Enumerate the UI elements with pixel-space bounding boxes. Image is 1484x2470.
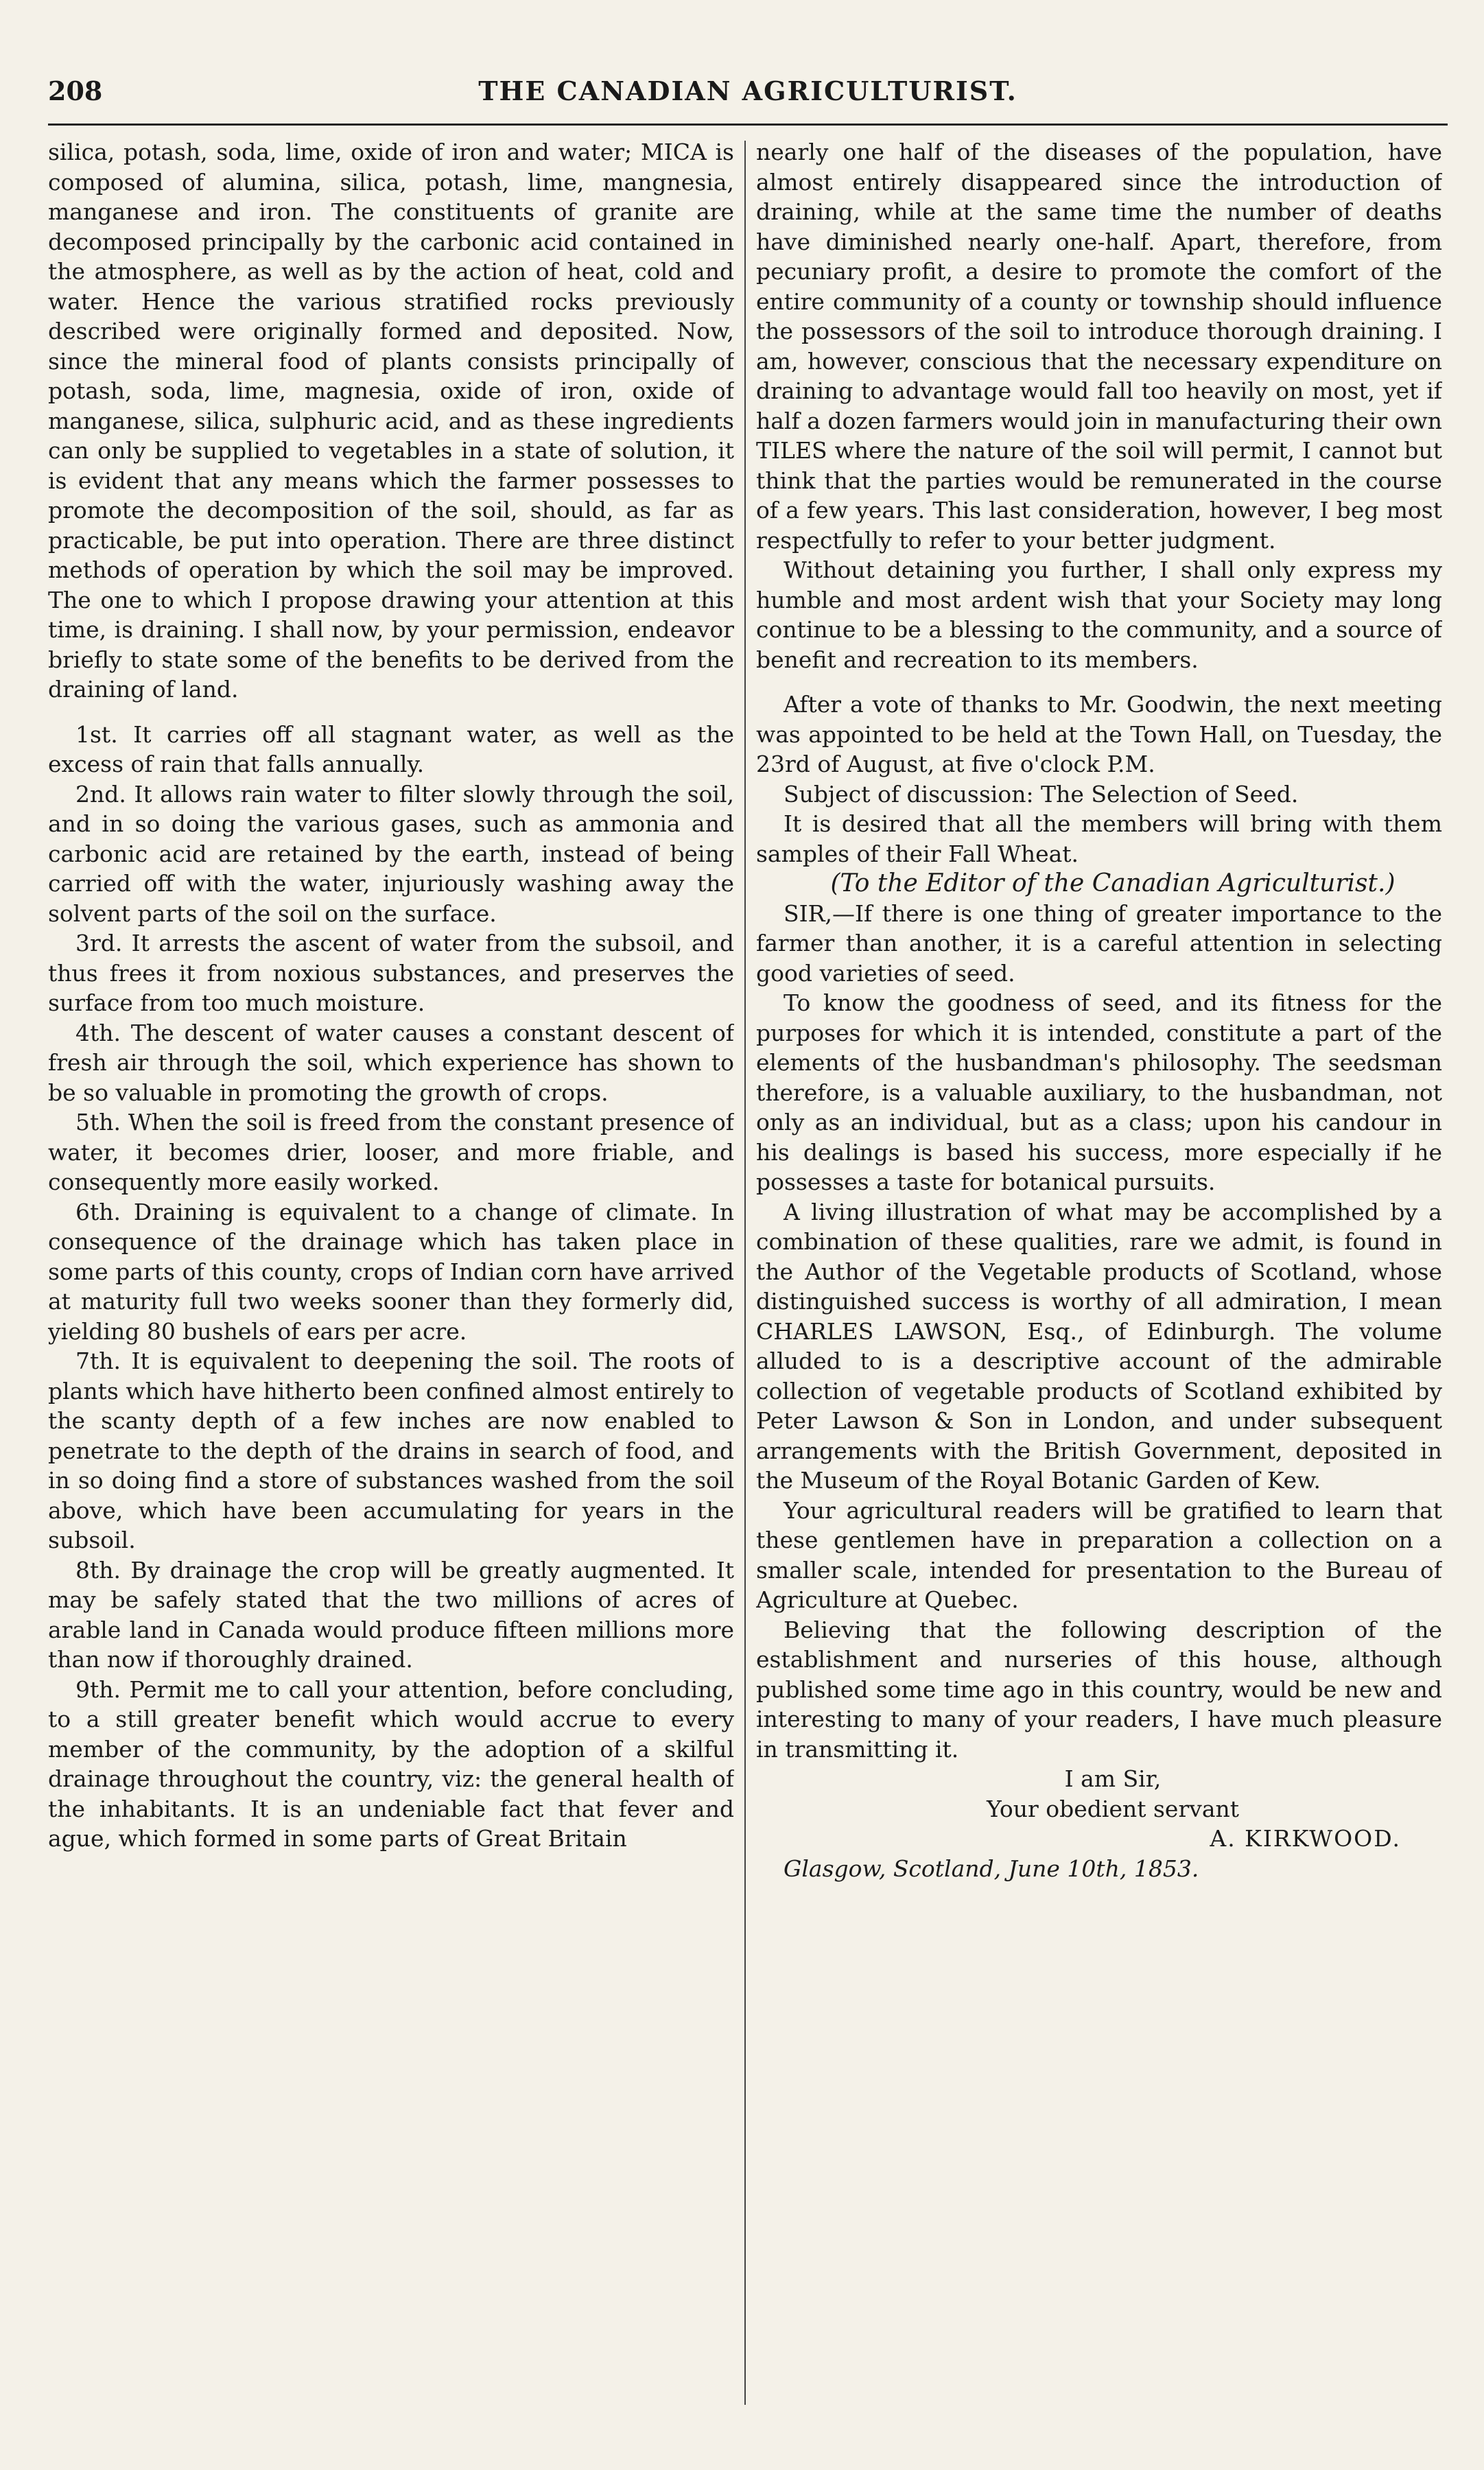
left-column [48,137,734,2429]
discussion-subject: Subject of discussion: The Selection of Seed. [784,780,1299,808]
column-divider [744,141,746,2405]
paragraph: After a vote of thanks to Mr. Goodwin, the next meeting was appointed to be held at the Town Hall, on Tuesday, the 23rd of August, at five o'clock P.M. [756,691,1442,777]
benefit-8th: 8th. By drainage the crop will be greatly augmented. It may be safely stated that the two millions of acres of arable land in Canada would produce fifteen millions more than now if thoroughly drained. [48,1556,734,1673]
closing-line: I am Sir, [1064,1765,1162,1792]
page-header [48,75,1448,124]
benefit-5th: 5th. When the soil is freed from the constant presence of water, it becomes drier, looser, and more friable, and consequently more easily worked. [48,1109,734,1195]
paragraph: silica, potash, soda, lime, oxide of iron and water; MICA is composed of alumina, silica, potash, lime, mangnesia, manganese and iron. The constituents of granite are decomposed principally by the carbonic acid contained in the atmosphere, as well as by the action of heat, cold and water. Hence the various stratified rocks previously described were originally formed and deposited. Now, since the mineral food of plants consists principally of potash, soda, lime, magnesia, oxide of iron, oxide of manganese, silica, sulphuric acid, and as these ingredients can only be supplied to vegetables in a state of solution, it is evident that any means which the farmer possesses to promote the decomposition of the soil, should, as far as practicable, be put into operation. There are three distinct methods of operation by which the soil may be improved. The one to which I propose drawing your attention at this time, is draining. I shall now, by your permission, endeavor briefly to state some of the benefits to be derived from the draining of land. [48,139,734,703]
closing-line: Your obedient servant [986,1795,1240,1822]
letter-paragraph: SIR,—If there is one thing of greater importance to the farmer than another, it is a careful attention in selecting good varieties of seed. [756,899,1442,987]
letter-paragraph: A living illustration of what may be accomplished by a combination of these qualities, rare we admit, is found in the Author of the Vegetable products of Scotland, whose distinguished success is worthy of all admiration, I mean CHARLES LAWSON, Esq., of Edinburgh. The volume alluded to is a descriptive account of the admirable collection of vegetable products of Scotland exhibited by Peter Lawson & Son in London, and under subsequent arrangements with the British Government, deposited in the Museum of the Royal Botanic Garden of Kew. [756,1198,1442,1494]
right-column [756,137,1442,2429]
letter-paragraph: Believing that the following description of the establishment and nurseries of this house, although published some time ago in this country, would be new and interesting to many of your readers, I have much pleasure in transmitting it. [756,1616,1442,1763]
letter-paragraph: To know the goodness of seed, and its fitness for the purposes for which it is intended, constitute a part of the elements of the husbandman's philosophy. The seedsman therefore, is a valuable auxiliary, to the husbandman, not only as an individual, but as a class; upon his candour in his dealings is based his success, more especially if he possesses a taste for botanical pursuits. [756,989,1442,1195]
benefit-1st: 1st. It carries off all stagnant water, as well as the excess of rain that falls annually. [48,720,734,777]
paragraph: It is desired that all the members will bring with them samples of their Fall Wheat. [756,810,1442,867]
header-rule [48,124,1448,126]
dateline: Glasgow, Scotland, June 10th, 1853. [784,1855,1199,1882]
benefit-3rd: 3rd. It arrests the ascent of water from the subsoil, and thus frees it from noxious substances, and preserves the surface from too much moisture. [48,930,734,1016]
letter-heading: (To the Editor of the Canadian Agriculturist.) [830,869,1395,897]
benefit-7th: 7th. It is equivalent to deepening the soil. The roots of plants which have hitherto been confined almost entirely to the scanty depth of a few inches are now enabled to penetrate to the depth of the drains in search of food, and in so doing find a store of substances washed from the soil above, which have been accumulating for years in the subsoil. [48,1348,734,1553]
paragraph: Without detaining you further, I shall only express my humble and most ardent wish that your Society may long continue to be a blessing to the community, and a source of benefit and recreation to its members. [756,556,1442,673]
benefit-4th: 4th. The descent of water causes a constant descent of fresh air through the soil, which experience has shown to be so valuable in promoting the growth of crops. [48,1019,734,1106]
page-number: 208 [48,75,103,106]
benefit-2nd: 2nd. It allows rain water to filter slowly through the soil, and in so doing the various gases, such as ammonia and carbonic acid are retained by the earth, instead of being carried off with the water, injuriously washing away the solvent parts of the soil on the surface. [48,780,734,927]
running-title: THE CANADIAN AGRICULTURIST. [478,75,1017,106]
letter-paragraph: Your agricultural readers will be gratified to learn that these gentlemen have in preparation a collection on a smaller scale, intended for presentation to the Bureau of Agriculture at Quebec. [756,1496,1442,1613]
benefit-9th: 9th. Permit me to call your attention, before concluding, to a still greater benefit which would accrue to every member of the community, by the adoption of a skilful drainage throughout the country, viz: the general health of the inhabitants. It is an undeniable fact that fever and ague, which formed in some parts of Great Britain [48,1675,734,1852]
benefit-6th: 6th. Draining is equivalent to a change of climate. In consequence of the drainage which has taken place in some parts of this county, crops of Indian corn have arrived at maturity full two weeks sooner than they formerly did, yielding 80 bushels of ears per acre. [48,1198,734,1345]
signature: A. KIRKWOOD. [1210,1825,1401,1852]
paragraph: nearly one half of the diseases of the population, have almost entirely disappeared since the introduction of draining, while at the same time the number of deaths have diminished nearly one-half. Apart, therefore, from pecuniary profit, a desire to promote the comfort of the entire community of a county or township should influence the possessors of the soil to introduce thorough draining. I am, however, conscious that the necessary expenditure on draining to advantage would fall too heavily on most, yet if half a dozen farmers would join in manufacturing their own TILES where the nature of the soil will permit, I cannot but think that the parties would be remunerated in the course of a few years. This last consideration, however, I beg most respectfully to refer to your better judgment. [756,139,1442,554]
